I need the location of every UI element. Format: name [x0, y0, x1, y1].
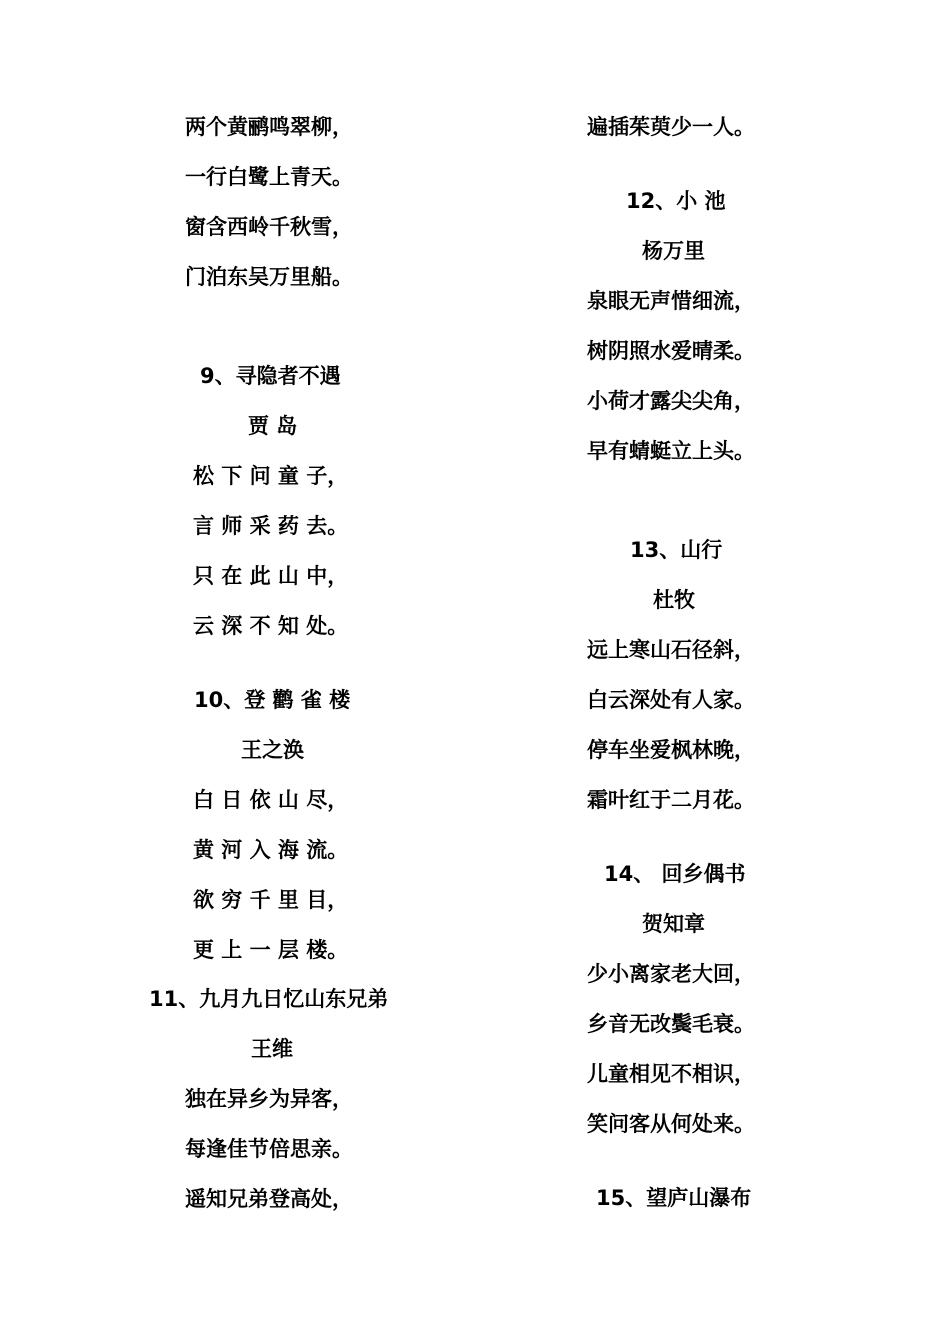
poem-line: 少小离家老大回，	[587, 962, 755, 986]
poem-title: 14、 回乡偶书	[604, 862, 746, 886]
poem-title: 12、小 池	[626, 189, 726, 213]
poem-author: 王之涣	[241, 738, 304, 762]
poem-title: 13、山行	[630, 538, 723, 562]
poem-title: 10、登 鹳 雀 楼	[194, 688, 351, 712]
poem-author: 杜牧	[653, 588, 695, 612]
right-column	[475, 0, 950, 1344]
poem-line: 更 上 一 层 楼。	[193, 938, 349, 962]
poem-title: 11、九月九日忆山东兄弟	[149, 987, 389, 1011]
poem-line: 每逢佳节倍思亲。	[185, 1137, 353, 1161]
poem-title: 9、寻隐者不遇	[200, 364, 341, 388]
poem-line: 乡音无改鬓毛衰。	[587, 1012, 755, 1036]
poem-line: 遥知兄弟登高处，	[185, 1187, 353, 1211]
poem-line: 松 下 问 童 子，	[193, 464, 349, 488]
poem-author: 贾 岛	[248, 414, 298, 438]
poem-line: 白 日 依 山 尽，	[193, 788, 349, 812]
poem-line: 儿童相见不相识，	[587, 1062, 755, 1086]
poem-line: 早有蜻蜓立上头。	[587, 439, 755, 463]
poem-line: 独在异乡为异客，	[185, 1087, 353, 1111]
poem-line: 只 在 此 山 中，	[193, 564, 349, 588]
poem-line: 遍插茱萸少一人。	[587, 115, 755, 139]
poem-line: 黄 河 入 海 流。	[193, 838, 349, 862]
poem-line: 言 师 采 药 去。	[193, 514, 349, 538]
poem-line: 两个黄鹂鸣翠柳，	[185, 115, 353, 139]
poem-line: 窗含西岭千秋雪，	[185, 215, 353, 239]
poem-line: 欲 穷 千 里 目，	[193, 888, 349, 912]
poem-line: 停车坐爱枫林晚，	[587, 738, 755, 762]
poem-line: 树阴照水爱晴柔。	[587, 339, 755, 363]
poem-line: 云 深 不 知 处。	[193, 614, 349, 638]
poem-author: 王维	[251, 1037, 293, 1061]
poem-line: 笑问客从何处来。	[587, 1112, 755, 1136]
poem-author: 杨万里	[642, 239, 705, 263]
poem-author: 贺知章	[642, 912, 705, 936]
poem-line: 门泊东吴万里船。	[185, 265, 353, 289]
poem-title: 15、望庐山瀑布	[596, 1186, 752, 1210]
poem-line: 霜叶红于二月花。	[587, 788, 755, 812]
poem-line: 泉眼无声惜细流，	[587, 289, 755, 313]
poem-line: 一行白鹭上青天。	[185, 165, 353, 189]
poem-line: 远上寒山石径斜，	[587, 638, 755, 662]
poem-line: 白云深处有人家。	[587, 688, 755, 712]
poem-line: 小荷才露尖尖角，	[587, 389, 755, 413]
